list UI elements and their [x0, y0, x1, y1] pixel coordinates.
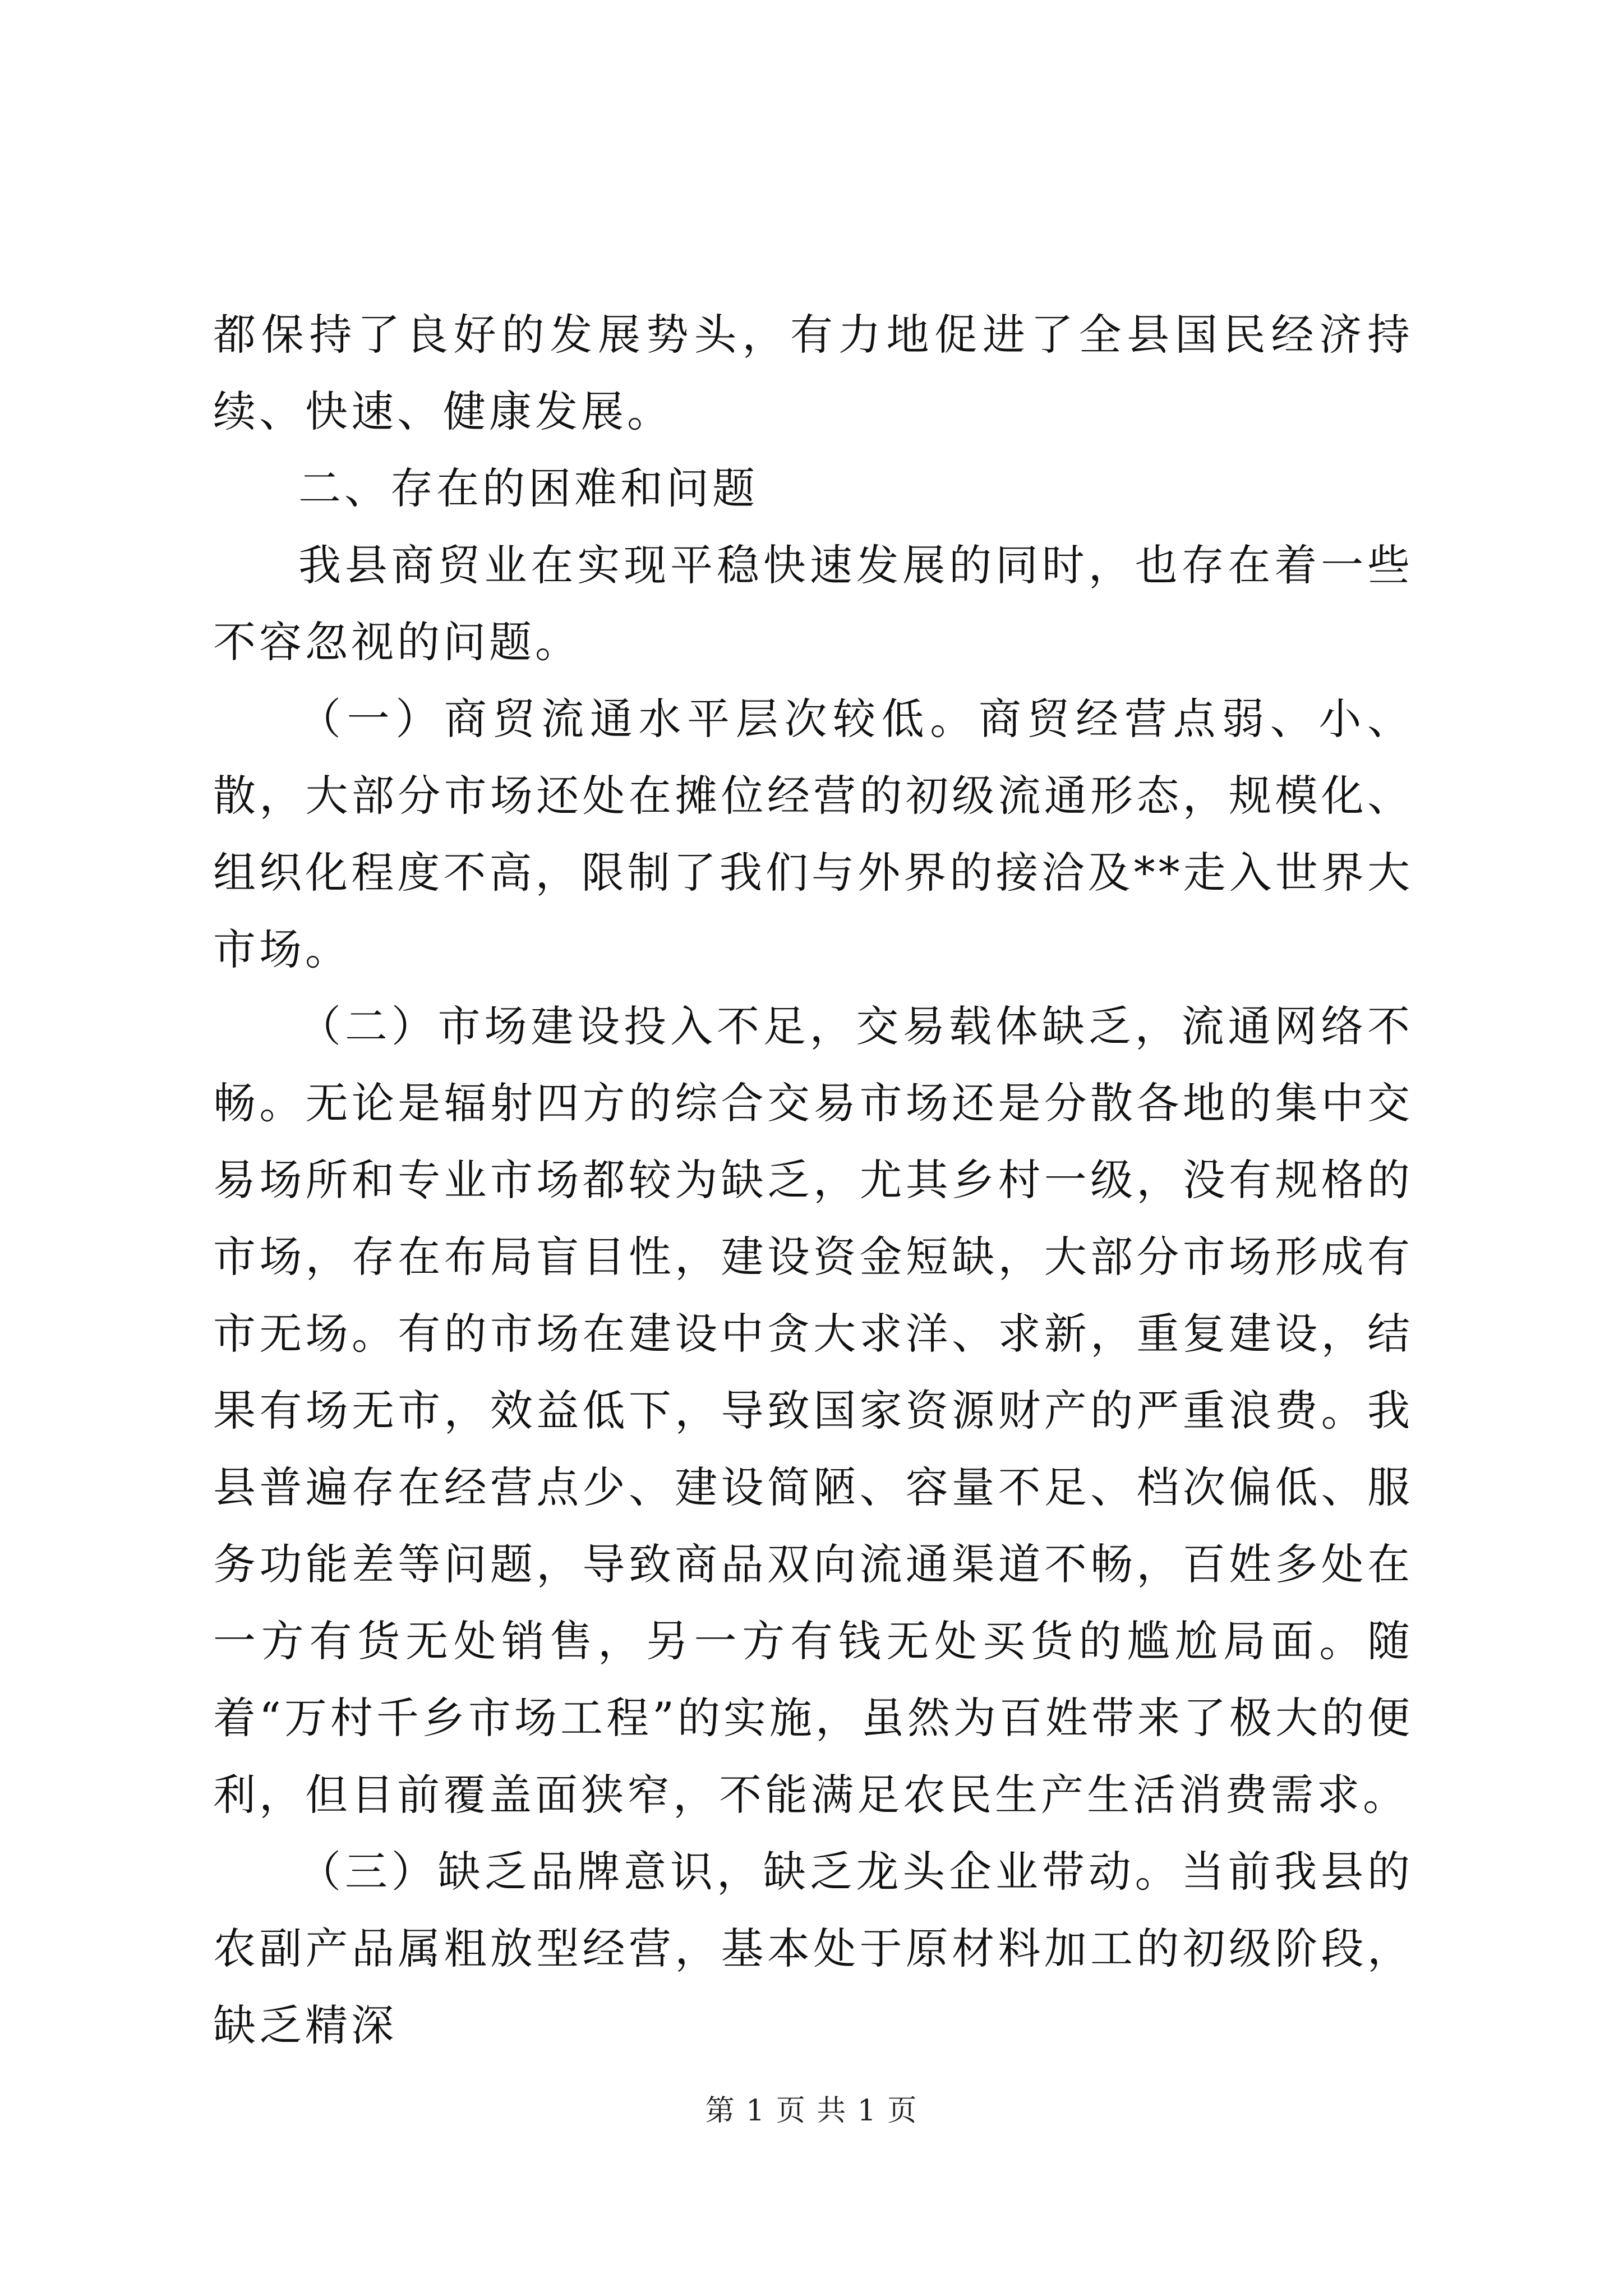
paragraph-item-1: （一）商贸流通水平层次较低。商贸经营点弱、小、散，大部分市场还处在摊位经营的初级流通形态，规模化、组织化程度不高，限制了我们与外界的接洽及**走入世界大市场。	[213, 694, 1413, 974]
section-heading: 二、存在的困难和问题	[298, 463, 758, 513]
paragraph-item-3: （三）缺乏品牌意识，缺乏龙头企业带动。当前我县的农副产品属粗放型经营，基本处于原材料加工的初级阶段，缺乏精深	[213, 1847, 1413, 2050]
page-footer: 第 1 页 共 1 页	[705, 2094, 918, 2128]
paragraph-item-2: （二）市场建设投入不足，交易载体缺乏，流通网络不畅。无论是辐射四方的综合交易市场还是分散各地的集中交易场所和专业市场都较为缺乏，尤其乡村一级，没有规格的市场，存在布局盲目性，建设资金短缺，大部分市场形成有市无场。有的市场在建设中贪大求洋、求新，重复建设，结果有场无市，效益低下，导致国家资源财产的严重浪费。我县普遍存在经营点少、建设简陋、容量不足、档次偏低、服务功能差等问题，导致商品双向流通渠道不畅，百姓多处在一方有货无处销售，另一方有钱无处买货的尴尬局面。随着“万村千乡市场工程”的实施，虽然为百姓带来了极大的便利，但目前覆盖面狭窄，不能满足农民生产生活消费需求。	[213, 1001, 1413, 1820]
paragraph-intro: 我县商贸业在实现平稳快速发展的同时，也存在着一些不容忽视的问题。	[213, 540, 1413, 667]
paragraph-continuation: 都保持了良好的发展势头，有力地促进了全县国民经济持续、快速、健康发展。	[213, 310, 1413, 436]
document-body	[213, 296, 1413, 2064]
